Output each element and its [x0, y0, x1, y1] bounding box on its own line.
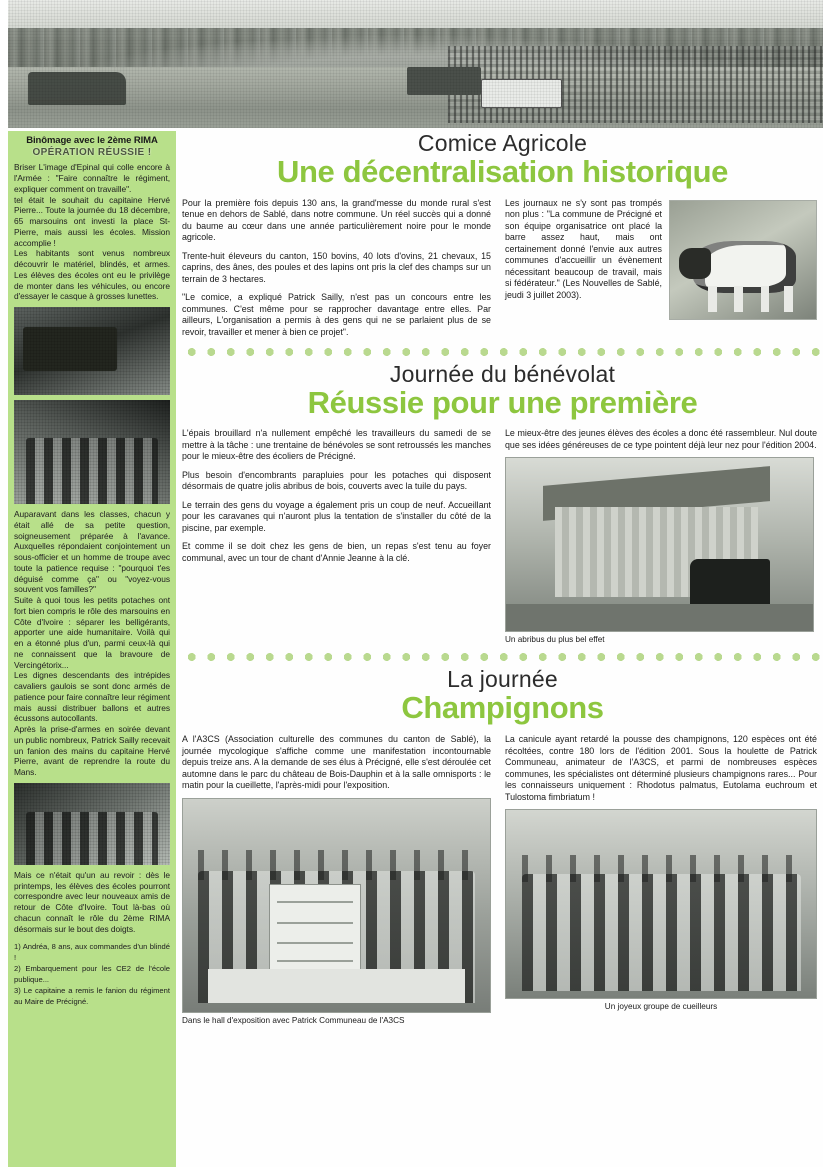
section-comice-agricole — [182, 131, 823, 356]
photo-caption: Dans le hall d'exposition avec Patrick Communeau de l'A3CS — [182, 1015, 405, 1025]
section-column-left — [182, 428, 491, 644]
article-paragraph: A l'A3CS (Association culturelle des communes du canton de Sablé), la journée mycologique s'affiche comme une manifestation incontournable depuis treize ans. A la demande de ses élus à Précigné, elle s'est déroulée cet automne dans le parc du château de Bois-Dauphin et à la salle omnisports : le matin pour la cueillette, l'après-midi pour l'exposition. — [182, 733, 491, 791]
section-kicker: Comice Agricole — [417, 130, 588, 156]
section-column-right — [505, 734, 817, 1025]
article-body — [182, 428, 491, 564]
panel-line — [277, 922, 353, 924]
article-paragraph: Trente-huit éleveurs du canton, 150 bovins, 40 lots d'ovins, 21 chevaux, 15 caprins, des ânes, des poules et des lapins ont pris la clef des champs sur un terrain de 3 hectares. — [182, 250, 491, 284]
sidebar-photo-1-grain — [14, 307, 170, 395]
sidebar-title: Binômage avec le 2ème RIMA — [26, 135, 158, 146]
article-paragraph: Le mieux-être des jeunes élèves des écoles a donc été rassembleur. Nul doute que ses idées généreuses de ce type pointent déjà leur nez pour l'édition 2004. — [505, 428, 817, 450]
sidebar-paragraph: Après la prise-d'armes en soirée devant un public nombreux, Patrick Sailly recevait un fanion des mains du capitaine Hervé Pierre, avant de reprendre la route du Mans. — [14, 724, 170, 778]
sidebar-paragraph: Les habitants sont venus nombreux découvrir le matériel, blindés, et armes. Les élèves des écoles ont eu le privilège de monter dans les véhicules, ou encore d'essayer le casque à grosses lunettes. — [14, 248, 170, 302]
cueilleurs-group-photo — [505, 809, 817, 999]
article-paragraph: Plus besoin d'encombrants parapluies pour les potaches qui disposent désormais de quatre jolis abribus de bois, couverts avec la tuile du pays. — [182, 469, 491, 492]
article-paragraph: La canicule ayant retardé la pousse des champignons, 120 espèces ont été récoltées, contre 180 lors de l'édition 2001. Sous la houlette de Patrick Communeau, animateur de l'A3CS, et parmi de nombreuses espèces communes, les spécialistes ont déterminé plusieurs champignons rares... Pour les connaisseurs uniquement : Rhodotus palmatus, Eutolama euchroum et Tulostoma fimbriatum ! — [505, 733, 817, 802]
panel-line — [277, 901, 353, 903]
sidebar-photo-1 — [14, 307, 170, 395]
section-column-left — [182, 198, 491, 339]
article-body — [505, 428, 817, 451]
section-column-right — [505, 428, 817, 644]
sidebar-body-part2 — [14, 509, 170, 778]
cow-leg — [708, 286, 717, 312]
section-journee-champignons — [182, 667, 823, 1024]
section-title: Une décentralisation historique — [277, 154, 728, 190]
section-journee-benevolat — [182, 362, 823, 662]
section-title: Champignons — [401, 690, 604, 726]
cow-leg — [761, 286, 770, 312]
group-people — [522, 874, 801, 991]
cow-leg — [734, 286, 743, 312]
article-paragraph: Les journaux ne s'y sont pas trompés non plus : "La commune de Précigné et son équipe organisatrice ont placé la barre assez haut, mais ont certainement donné l'envie aux autres communes d'accueillir un évènement nécessitant beaucoup de travail, mais si fédérateur." (Les Nouvelles de Sablé, jeudi 3 juillet 2003). — [505, 197, 662, 300]
article-paragraph: Le terrain des gens du voyage a également pris un coup de neuf. Accueillant pour les caravanes qui n'auront plus la tentation de s'installer du côté de la piscine, par exemple. — [182, 499, 491, 533]
cow-head — [679, 248, 711, 279]
article-paragraph: Pour la première fois depuis 130 ans, la grand'messe du monde rural s'est tenue en dehors de Sablé, dans notre commune. Un réel succès qui a donné du baume au cœur dans une année particulièrement noire pour le monde agricole. — [182, 197, 491, 243]
sidebar-paragraph: Les dignes descendants des intrépides cavaliers gaulois se sont donc armés de patience pour faire connaître leur régiment mais aussi distribuer ballons et autres écussons autocollants. — [14, 670, 170, 724]
sidebar-note: 3) Le capitaine a remis le fanion du régiment au Maire de Précigné. — [14, 986, 170, 1006]
cow-photo — [669, 200, 817, 320]
photo-caption: Un abribus du plus bel effet — [505, 635, 605, 645]
section-divider-dots — [182, 348, 823, 356]
sidebar-paragraph: Mais ce n'était qu'un au revoir : dès le printemps, les élèves des écoles pourront correspondre avec leur nouveaux amis de retour de Côte d'Ivoire. Tout là-bas où chacun connaît le rôle du 2ème RIMA désormais sur le bout des doigts. — [14, 869, 170, 934]
sidebar-photo-2-grain — [14, 400, 170, 504]
article-body — [182, 198, 491, 339]
sidebar-paragraph: tel était le souhait du capitaine Hervé Pierre... Toute la journée du 18 décembre, 65 marsouins ont investi la place St-Pierre, mais aussi les écoles. Mission accomplie ! — [14, 194, 170, 248]
sidebar-body-part1 — [14, 162, 170, 302]
sidebar-photo-3-grain — [14, 783, 170, 865]
article-paragraph: "Le comice, a expliqué Patrick Sailly, n'est pas un concours entre les communes. C'est même pour se rapprocher davantage entre elles. Par ailleurs, L'organisation a permis à des gens qui ne se parlaient plus de se revoir, travailler et mener à bien ce projet". — [182, 292, 491, 337]
group-heads — [522, 855, 801, 881]
section-columns — [182, 734, 823, 1025]
sidebar-photo-notes — [14, 942, 170, 1007]
cow-leg — [784, 286, 793, 312]
sidebar-note: 2) Embarquement pour les CE2 de l'école publique... — [14, 964, 170, 984]
panel-line — [277, 960, 353, 962]
sidebar-photo-2 — [14, 400, 170, 504]
sidebar-article-rima — [8, 131, 176, 1167]
page-left-margin — [0, 0, 8, 128]
article-body — [505, 734, 817, 803]
sidebar-paragraph: Suite à quoi tous les petits potaches ont fort bien compris le rôle des marsouins en Côte d'Ivoire : séparer les belligérants, apporter une aide humanitaire. Voilà qui en a étonné plus d'un, parmi ceux-là qui ne connaissent que la bravoure de Vercingétorix... — [14, 595, 170, 670]
banner-halftone-grain — [8, 0, 823, 128]
sidebar-photo-3 — [14, 783, 170, 865]
article-paragraph: L'épais brouillard n'a nullement empêché les travailleurs du samedi de se mettre à la tâche : une trentaine de bénévoles se sont retroussés les manches pour le mieux-être des écoliers de Précigné. — [182, 428, 491, 462]
article-paragraph: Et comme il se doit chez les gens de bien, un repas s'est tenu au foyer communal, avec un tour de chant d'Annie Jeanne à la clé. — [182, 541, 491, 563]
sidebar-paragraph: Auparavant dans les classes, chacun y était allé de sa petite question, soigneusement préparée à l'avance. Auxquelles répondaient conjointement un sous-officier et un homme de troupe avec toute la patience requise : "pourquoi t'es déguisé comme ça" ou "voyez-vous souvent vos familles?" — [14, 509, 170, 595]
sidebar-paragraph: Briser L'image d'Epinal qui colle encore à l'Armée : "Faire connaître le régiment, expliquer comment on travaille". — [14, 162, 170, 194]
exposition-display-panel — [269, 884, 361, 978]
section-columns — [182, 428, 823, 644]
section-column-left — [182, 734, 491, 1025]
section-columns — [182, 198, 823, 339]
section-kicker: La journée — [447, 666, 558, 693]
sidebar-note: 1) Andréa, 8 ans, aux commandes d'un blindé ! — [14, 942, 170, 962]
section-title: Réussie pour une première — [307, 384, 698, 420]
section-column-right — [505, 198, 817, 339]
section-divider-dots — [182, 653, 823, 661]
photo-caption: Un joyeux groupe de cueilleurs — [604, 1002, 718, 1012]
exposition-hall-photo — [182, 798, 491, 1013]
panel-line — [277, 942, 353, 944]
sidebar-body-part3 — [14, 870, 170, 935]
article-body — [182, 734, 491, 792]
section-kicker: Journée du bénévolat — [389, 360, 616, 387]
abribus-photo — [505, 457, 814, 632]
abribus-ground — [506, 604, 813, 632]
exposition-table — [208, 969, 466, 1003]
exposition-heads — [198, 850, 474, 880]
sidebar-subtitle: OPÉRATION RÉUSSIE ! — [32, 147, 152, 159]
banner-photo-comice — [8, 0, 823, 128]
main-content — [182, 131, 823, 1167]
